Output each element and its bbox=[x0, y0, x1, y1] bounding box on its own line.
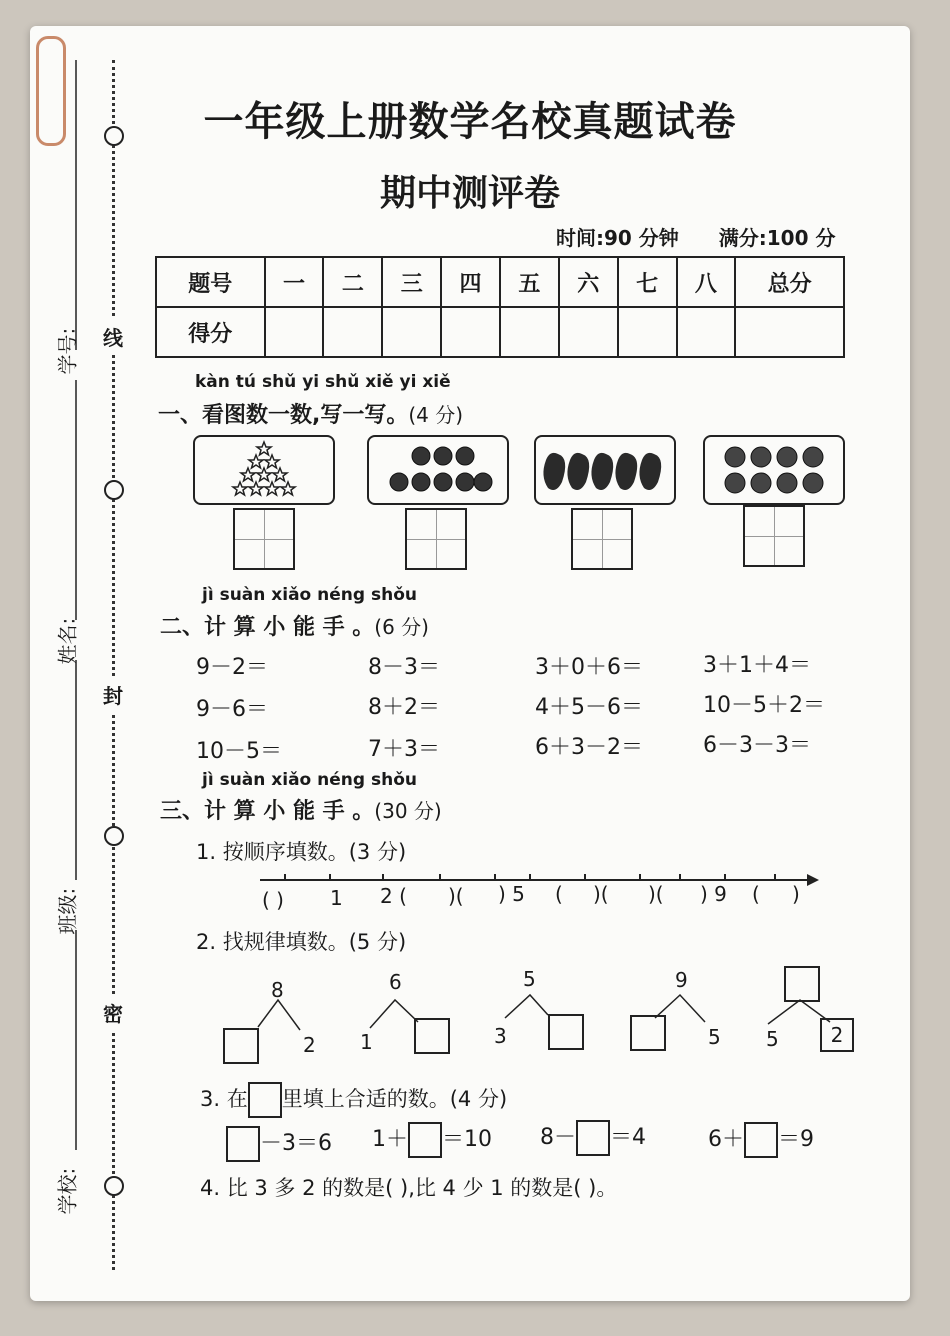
fill-box-problem: 1＋ ＝10 bbox=[372, 1122, 492, 1158]
student-name-field[interactable]: 姓名: bbox=[55, 617, 80, 665]
seal-char: 封 bbox=[103, 676, 123, 713]
section2-pinyin: jì suàn xiǎo néng shǒu bbox=[202, 585, 417, 605]
bond-left: 5 bbox=[766, 1027, 779, 1051]
example-box bbox=[248, 1082, 282, 1118]
score-header-cell: 五 bbox=[500, 257, 559, 307]
answer-box[interactable] bbox=[576, 1120, 610, 1156]
exam-full-score: 满分:100 分 bbox=[718, 226, 836, 250]
number-line-label: ) 5 bbox=[498, 882, 525, 906]
seal-char: 密 bbox=[103, 994, 123, 1031]
calc-problem: 8－3＝ bbox=[368, 655, 440, 680]
calc-problem: 10－5＝ bbox=[196, 739, 282, 764]
bond-blank-box[interactable] bbox=[414, 1018, 450, 1054]
section3-title: 三、计 算 小 能 手 。(30 分) bbox=[160, 799, 442, 824]
answer-box[interactable] bbox=[744, 1122, 778, 1158]
number-line-label: )( bbox=[593, 882, 609, 906]
bond-top: 9 bbox=[675, 968, 688, 992]
bond-right: 2 bbox=[303, 1033, 316, 1057]
score-header-cell: 一 bbox=[265, 257, 324, 307]
calc-problem: 6－3－3＝ bbox=[703, 733, 811, 758]
bond-left: 1 bbox=[360, 1030, 373, 1054]
section2-title: 二、计 算 小 能 手 。(6 分) bbox=[160, 615, 429, 640]
score-header-cell: 总分 bbox=[735, 257, 844, 307]
bond-given-box: 2 bbox=[820, 1018, 854, 1052]
section1-title: 一、看图数一数,写一写。(4 分) bbox=[158, 403, 464, 428]
answer-box[interactable] bbox=[408, 1122, 442, 1158]
question-3-2: 2. 找规律填数。(5 分) bbox=[196, 930, 407, 954]
bond-blank-box[interactable] bbox=[223, 1028, 259, 1064]
number-line-label: ) 9 bbox=[700, 882, 727, 906]
score-header-cell: 二 bbox=[323, 257, 382, 307]
section3-pinyin: jì suàn xiǎo néng shǒu bbox=[202, 770, 417, 790]
calc-problem: 4＋5－6＝ bbox=[535, 695, 643, 720]
score-header-cell: 题号 bbox=[156, 257, 265, 307]
calc-problem: 7＋3＝ bbox=[368, 737, 440, 762]
section1-pinyin: kàn tú shǔ yi shǔ xiě yi xiě bbox=[195, 372, 451, 392]
question-3-3: 3. 在 里填上合适的数。(4 分) bbox=[200, 1082, 507, 1118]
exam-subtitle: 期中测评卷 bbox=[379, 173, 560, 214]
exam-title: 一年级上册数学名校真题试卷 bbox=[203, 99, 737, 145]
calc-problem: 10－5＋2＝ bbox=[703, 693, 825, 718]
bond-blank-box[interactable] bbox=[630, 1015, 666, 1051]
bond-top: 8 bbox=[271, 978, 284, 1002]
exam-time: 时间:90 分钟 bbox=[556, 226, 679, 250]
student-id-field[interactable]: 学号: bbox=[55, 327, 80, 375]
calc-problem: 9－2＝ bbox=[196, 655, 268, 680]
score-header-cell: 三 bbox=[382, 257, 441, 307]
number-line-label: ( bbox=[555, 882, 563, 906]
calc-problem: 3＋0＋6＝ bbox=[535, 655, 643, 680]
score-header-cell: 六 bbox=[559, 257, 618, 307]
seal-char: 线 bbox=[103, 318, 123, 355]
answer-box[interactable] bbox=[226, 1126, 260, 1162]
number-line-label: ( ) bbox=[262, 888, 284, 912]
calc-problem: 6＋3－2＝ bbox=[535, 735, 643, 760]
number-line-label: ( bbox=[752, 882, 760, 906]
number-line-label: ) bbox=[792, 882, 800, 906]
score-header-cell: 四 bbox=[441, 257, 500, 307]
question-3-1: 1. 按顺序填数。(3 分) bbox=[196, 840, 407, 864]
number-line-label: )( bbox=[448, 884, 464, 908]
question-3-4: 4. 比 3 多 2 的数是( ),比 4 少 1 的数是( )。 bbox=[200, 1176, 618, 1200]
bond-right: 5 bbox=[708, 1025, 721, 1049]
score-header-cell: 七 bbox=[618, 257, 677, 307]
calc-problem: 8＋2＝ bbox=[368, 695, 440, 720]
bond-blank-box[interactable] bbox=[784, 966, 820, 1002]
bond-blank-box[interactable] bbox=[548, 1014, 584, 1050]
school-field[interactable]: 学校: bbox=[55, 1167, 80, 1215]
calc-problem: 9－6＝ bbox=[196, 697, 268, 722]
fill-box-problem: 6＋ ＝9 bbox=[708, 1122, 814, 1158]
number-line-label: )( bbox=[648, 882, 664, 906]
calc-problem: 3＋1＋4＝ bbox=[703, 653, 811, 678]
number-line-label: 1 bbox=[330, 886, 343, 910]
bond-top: 5 bbox=[523, 967, 536, 991]
number-line-label: 2 ( bbox=[380, 884, 407, 908]
score-header-cell: 八 bbox=[677, 257, 736, 307]
fill-box-problem: －3＝6 bbox=[226, 1126, 332, 1162]
bond-left: 3 bbox=[494, 1024, 507, 1048]
bond-top: 6 bbox=[389, 970, 402, 994]
class-field[interactable]: 班级: bbox=[55, 887, 80, 935]
fill-box-problem: 8－ ＝4 bbox=[540, 1120, 646, 1156]
score-row-label: 得分 bbox=[156, 307, 265, 357]
